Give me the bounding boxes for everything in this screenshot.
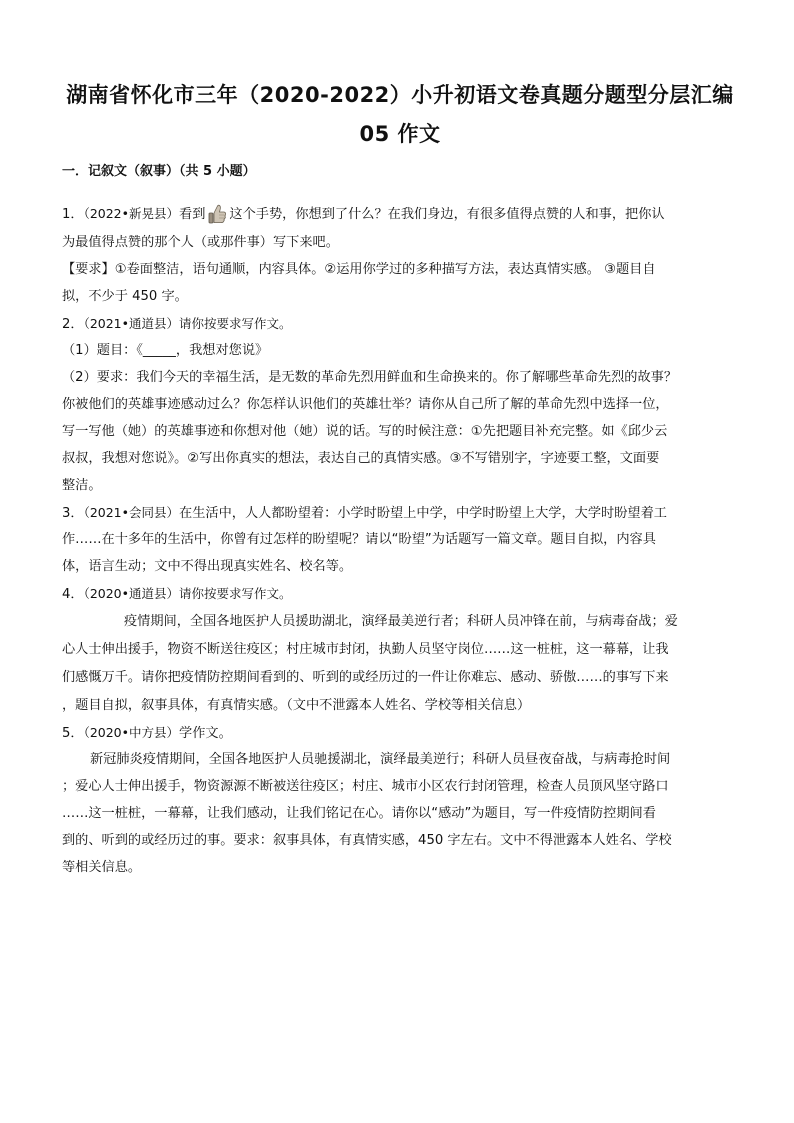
question-3-line-3: 体，语言生动；文中不得出现真实姓名、校名等。 — [62, 559, 353, 574]
question-4-line-5: ，题目自拟，叙事具体，有真情实感。（文中不泄露本人姓名、学校等相关信息） — [62, 698, 531, 713]
question-1-text: 看到 — [179, 207, 206, 222]
question-4-line-4: 们感慨万千。请你把疫情防控期间看到的、听到的或经历过的一件让你难忘、感动、骄傲……的事写下来 — [62, 670, 669, 685]
question-3-line-2: 作……在十多年的生活中，你曾有过怎样的盼望呢？请以“盼望”为话题写一篇文章。题目自拟，内容具 — [62, 532, 656, 547]
question-4-line-1 — [62, 584, 292, 605]
question-2-line-4: 你被他们的英雄事迹感动过么？你怎样认识他们的英雄壮举？请你从自己所了解的革命先烈中选择一位， — [62, 397, 669, 412]
question-1-line-2: 为最值得点赞的那个人（或那件事）写下来吧。 — [62, 235, 339, 250]
question-5-number: 5． — [62, 726, 84, 741]
question-2-line-5: 写一写他（她）的英雄事迹和你想对他（她）说的话。写的时候注意：①先把题目补充完整。如《邱少云 — [62, 424, 668, 439]
question-5-text: 学作文。 — [179, 726, 232, 741]
question-5-line-5: 到的、听到的或经历过的事。要求：叙事具体，有真情实感，450 字左右。文中不得泄露本人姓名、学校 — [62, 833, 672, 848]
question-3-source: （2021•会同县） — [83, 505, 180, 520]
question-1-source: （2022•新晃县） — [83, 206, 180, 221]
question-4-source: （2020•通道县） — [83, 586, 180, 601]
question-1-text: 这个手势，你想到了什么？在我们身边，有很多值得点赞的人和事，把你认 — [229, 207, 665, 222]
question-4-number: 4． — [62, 587, 84, 602]
question-2-text: 请你按要求写作文。 — [179, 316, 292, 331]
question-5-source: （2020•中方县） — [83, 725, 180, 740]
question-4-line-3: 心人士伸出援手，物资不断送往疫区；村庄城市封闭，执勤人员坚守岗位……这一桩桩，这一幕幕，让我 — [62, 642, 669, 657]
question-1-requirement-line-1: 【要求】①卷面整洁，语句通顺，内容具体。②运用你学过的多种描写方法，表达真情实感。 ③题目自 — [62, 262, 656, 277]
question-4-text: 请你按要求写作文。 — [179, 586, 292, 601]
question-1-number: 1． — [62, 207, 84, 222]
section-heading: 一．记叙文（叙事）（共 5 小题） — [62, 164, 256, 179]
question-2-line-2: （1）题目：《_____，我想对您说》 — [62, 343, 269, 358]
question-2-line-7: 整洁。 — [62, 478, 102, 493]
question-4-line-2: 疫情期间，全国各地医护人员援助湖北，演绎最美逆行者；科研人员冲锋在前，与病毒奋战；爱 — [124, 614, 678, 629]
document-title-line2: 05 作文 — [359, 122, 441, 146]
question-3-number: 3． — [62, 506, 84, 521]
question-5-line-3: ；爱心人士伸出援手，物资源源不断被送往疫区；村庄、城市小区农行封闭管理，检查人员顶风坚守路口 — [62, 779, 669, 794]
question-2-line-6: 叔叔，我想对您说》。②写出你真实的想法，表达自己的真情实感。③不写错别字，字迹要工整，文面要 — [62, 451, 660, 466]
question-5-line-4: ……这一桩桩，一幕幕，让我们感动，让我们铭记在心。请你以“感动”为题目，写一件疫情防控期间看 — [62, 806, 656, 821]
question-5-line-2: 新冠肺炎疫情期间，全国各地医护人员驰援湖北，演绎最美逆行；科研人员昼夜奋战，与病毒抢时间 — [90, 752, 671, 767]
question-2-source: （2021•通道县） — [83, 316, 180, 331]
question-2-line-3: （2）要求：我们今天的幸福生活，是无数的革命先烈用鲜血和生命换来的。你了解哪些革命先烈的故事？ — [62, 370, 678, 385]
question-5-line-1 — [62, 723, 232, 744]
thumbs-up-icon — [206, 203, 228, 225]
question-2-line-1 — [62, 314, 292, 335]
document-title-line1: 湖南省怀化市三年（2020-2022）小升初语文卷真题分题型分层汇编 — [66, 83, 734, 107]
question-5-line-6: 等相关信息。 — [62, 860, 142, 875]
question-1-requirement-line-2: 拟，不少于 450 字。 — [62, 289, 188, 304]
question-3-line-1 — [62, 503, 667, 524]
question-3-text: 在生活中，人人都盼望着：小学时盼望上中学，中学时盼望上大学，大学时盼望着工 — [179, 506, 667, 521]
question-1-line-1 — [62, 203, 665, 225]
question-2-number: 2． — [62, 317, 84, 332]
